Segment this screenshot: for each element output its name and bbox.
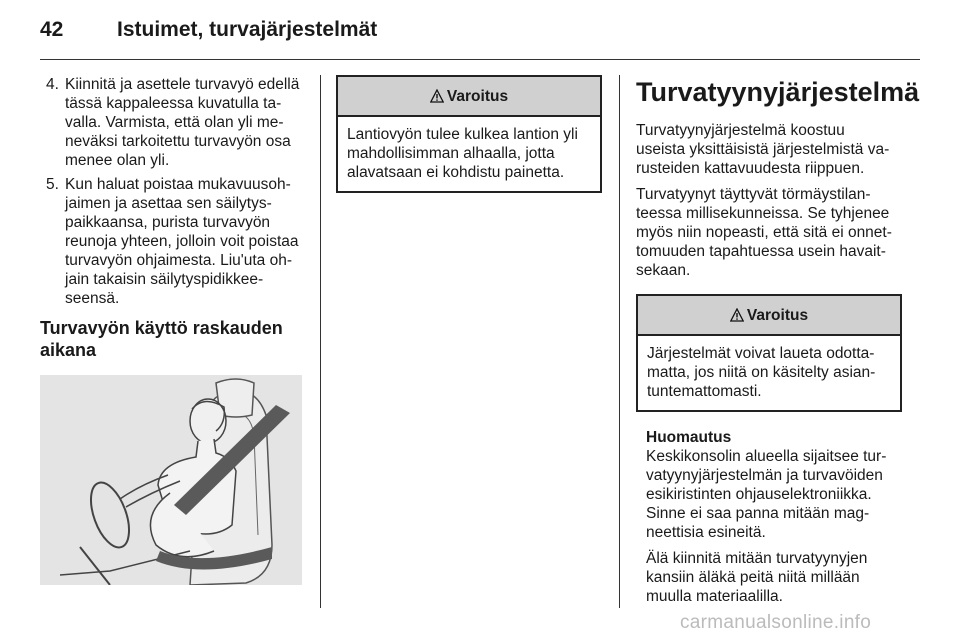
paragraph-line: useista yksittäisistä järjestelmistä va-	[636, 141, 890, 158]
page-number: 42	[40, 18, 64, 41]
note-paragraph	[646, 549, 902, 606]
step-item	[40, 75, 306, 170]
warning-line: Järjestelmät voivat laueta odotta-	[647, 345, 875, 362]
warning-triangle-icon	[430, 89, 444, 103]
warning-text	[638, 336, 900, 410]
note-line: muulla materiaalilla.	[646, 588, 783, 605]
step-line: Kun haluat poistaa mukavuusoh-	[65, 176, 291, 193]
warning-text	[338, 117, 600, 191]
illustration-drawing	[40, 375, 302, 585]
header-rule	[40, 59, 920, 60]
note-paragraph	[646, 447, 902, 542]
note-line: Älä kiinnitä mitään turvatyynyjen	[646, 550, 868, 567]
chapter-title: Istuimet, turvajärjestelmät	[117, 18, 378, 41]
paragraph-line: tomuuden tapahtuessa usein havait-	[636, 243, 886, 260]
warning-line: alavatsaan ei kohdistu painetta.	[347, 164, 565, 181]
note-line: vatyynyjärjestelmän ja turvavöiden	[646, 467, 883, 484]
column-divider-1	[320, 75, 321, 608]
step-line: jaimen ja asettaa sen säilytys-	[65, 195, 272, 212]
step-line: valla. Varmista, että olan yli me-	[65, 114, 284, 131]
note-line: neettisia esineitä.	[646, 524, 766, 541]
step-line: seensä.	[65, 290, 120, 307]
column-3	[636, 75, 920, 613]
section-subheading	[40, 317, 306, 361]
step-line: menee olan yli.	[65, 152, 170, 169]
paragraph	[636, 121, 902, 178]
warning-title: Varoitus	[446, 87, 509, 105]
subheading-line: aikana	[40, 340, 97, 360]
note-block	[636, 428, 902, 606]
page-header	[40, 18, 920, 62]
warning-header	[638, 296, 900, 336]
note-line: Sinne ei saa panna mitään mag-	[646, 505, 870, 522]
column-2	[336, 75, 602, 193]
section-title: Turvatyynyjärjestelmä	[636, 77, 920, 107]
warning-header	[338, 77, 600, 117]
subheading-line: Turvavyön käyttö raskauden	[40, 318, 283, 338]
step-number: 5.	[46, 176, 59, 193]
paragraph-line: myös niin nopeasti, että sitä ei onnet-	[636, 224, 892, 241]
warning-triangle-icon	[730, 308, 744, 322]
column-divider-2	[619, 75, 620, 608]
paragraph-line: sekaan.	[636, 262, 691, 279]
warning-line: matta, jos niitä on käsitelty asian-	[647, 364, 876, 381]
step-line: reunoja yhteen, jolloin voit poistaa	[65, 233, 299, 250]
step-item	[40, 175, 306, 308]
paragraph-line: rusteiden kattavuudesta riippuen.	[636, 160, 865, 177]
warning-title: Varoitus	[746, 306, 809, 324]
step-line: tässä kappaleessa kuvatulla ta-	[65, 95, 282, 112]
paragraph-line: Turvatyynyt täyttyvät törmäystilan-	[636, 186, 871, 203]
warning-line: Lantiovyön tulee kulkea lantion yli	[347, 126, 578, 143]
warning-box	[636, 294, 902, 412]
note-line: esikiristinten ohjauselektroniikka.	[646, 486, 872, 503]
paragraph-line: Turvatyynyjärjestelmä koostuu	[636, 122, 845, 139]
step-line: neväksi tarkoitettu turvavyön osa	[65, 133, 291, 150]
note-title: Huomautus	[646, 429, 732, 446]
note-line: kansiin äläkä peitä niitä millään	[646, 569, 860, 586]
paragraph	[636, 185, 902, 280]
watermark: carmanualsonline.info	[680, 612, 872, 633]
step-line: turvavyön ohjaimesta. Liu'uta oh-	[65, 252, 292, 269]
warning-line: mahdollisimman alhaalla, jotta	[347, 145, 555, 162]
step-line: jain takaisin säilytyspidikkee-	[65, 271, 264, 288]
paragraph-line: teessa millisekunneissa. Se tyhjenee	[636, 205, 890, 222]
column-1	[40, 75, 306, 585]
step-line: Kiinnitä ja asettele turvavyö edellä	[65, 76, 300, 93]
warning-line: tuntemattomasti.	[647, 383, 762, 400]
step-number: 4.	[46, 76, 59, 93]
warning-box	[336, 75, 602, 193]
pregnant-driver-seatbelt-illustration	[40, 375, 302, 585]
note-line: Keskikonsolin alueella sijaitsee tur-	[646, 448, 887, 465]
instruction-steps	[40, 75, 306, 308]
step-line: paikkaansa, purista turvavyön	[65, 214, 271, 231]
